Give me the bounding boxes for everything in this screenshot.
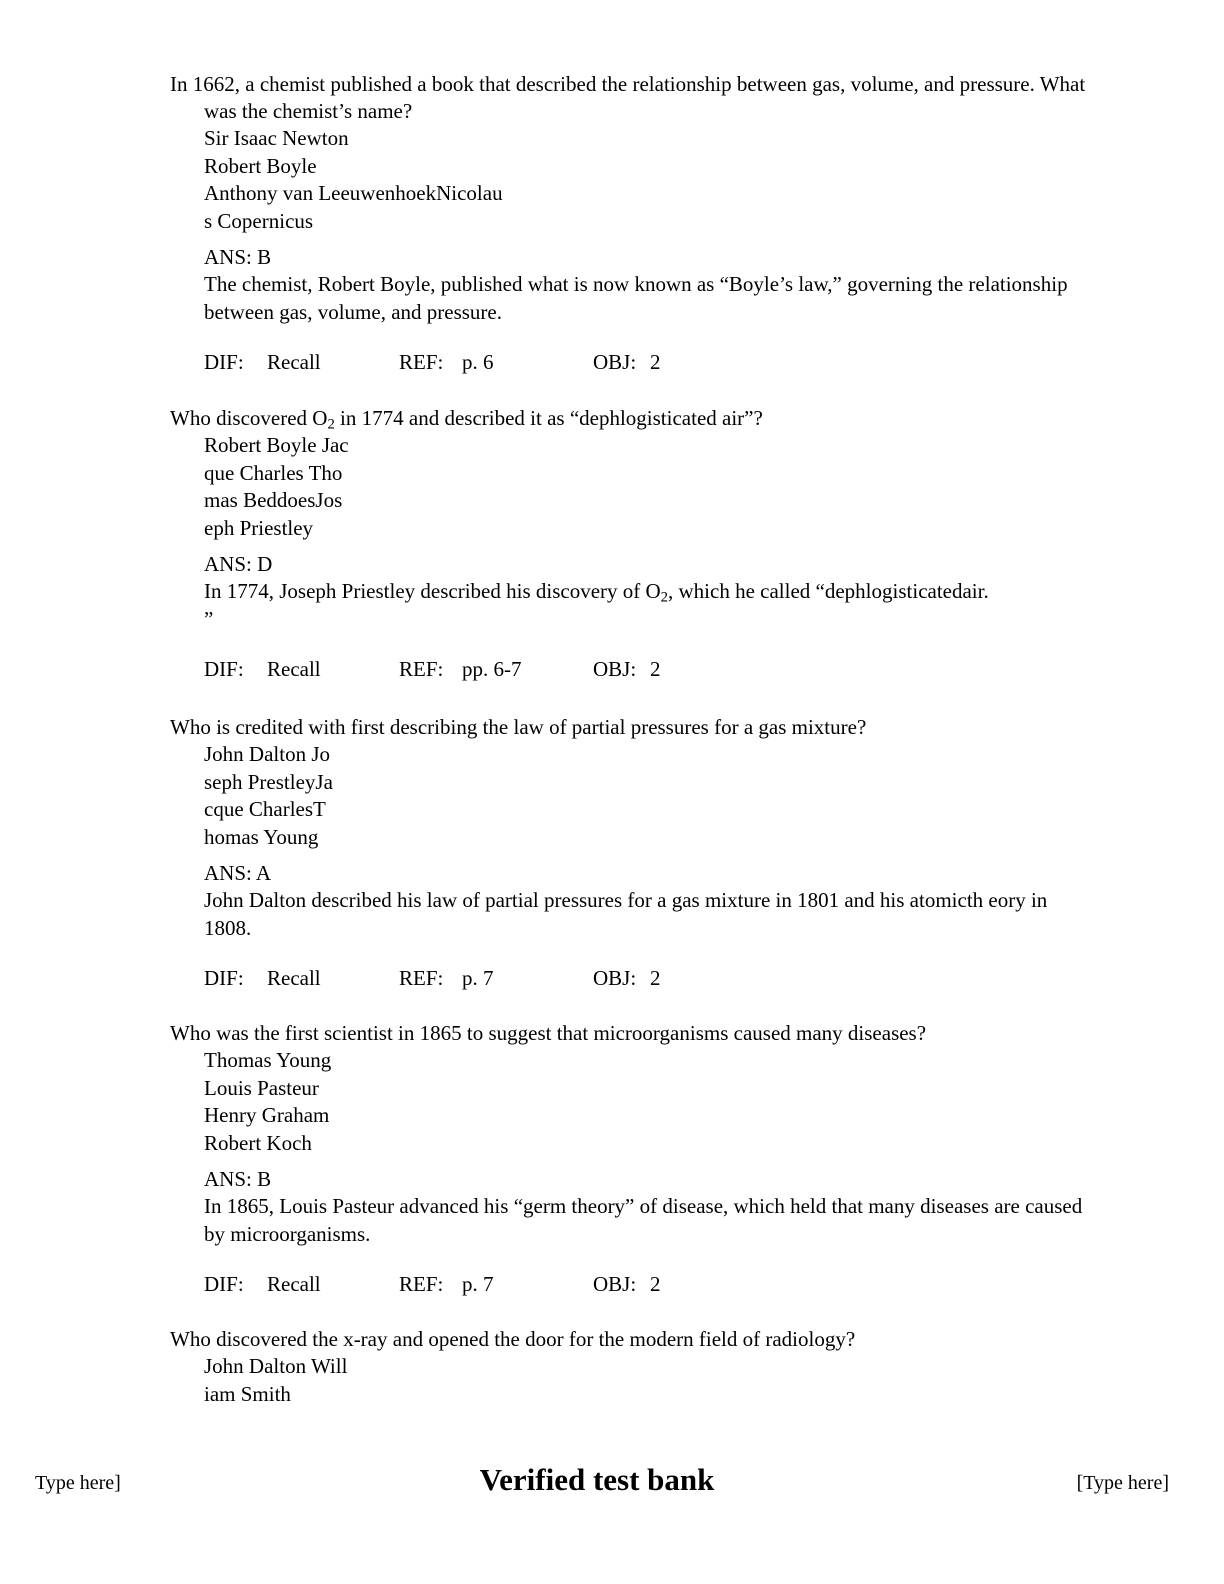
- ref-value: p. 7: [462, 966, 494, 990]
- explanation-part: , which he called “dephlogisticatedair.: [668, 579, 989, 603]
- dif-label: DIF:: [204, 1272, 244, 1296]
- ref-label: REF:: [399, 966, 444, 990]
- answer-option: cque CharlesT: [204, 797, 326, 821]
- answer-option: Sir Isaac Newton: [204, 126, 349, 150]
- answer-option: s Copernicus: [204, 208, 314, 233]
- page-footer: [0, 1462, 1224, 1502]
- dif-value: Recall: [267, 657, 321, 681]
- answer-option: John Dalton Will: [204, 1354, 348, 1378]
- question-text: Who discovered the x-ray and opened the door for the modern field of radiology?: [170, 1327, 856, 1351]
- answer-key: ANS: B: [204, 1167, 272, 1191]
- question-text-part: Who discovered O: [170, 406, 328, 430]
- answer-option: mas BeddoesJos: [204, 488, 343, 512]
- dif-value: Recall: [267, 350, 321, 374]
- answer-option: Robert Boyle Jac: [204, 433, 349, 457]
- footer-right-placeholder: [Type here]: [1076, 1472, 1169, 1494]
- ref-value: p. 6: [462, 350, 494, 374]
- question-item: [170, 71, 1090, 376]
- answer-explanation: In 1865, Louis Pasteur advanced his “germ theory” of disease, which held that many diseases are caused by microorganisms.: [204, 1194, 1083, 1246]
- dif-value: Recall: [267, 1272, 321, 1296]
- explanation-part: In 1774, Joseph Priestley described his discovery of O: [204, 579, 661, 603]
- question-item: [170, 1326, 1090, 1408]
- dif-label: DIF:: [204, 657, 244, 681]
- answer-option: seph PrestleyJa: [204, 769, 333, 794]
- question-text: In 1662, a chemist published a book that described the relationship between gas, volume, and pressure. What was the chemist’s name?: [170, 72, 1086, 123]
- answer-option: eph Priestley: [204, 515, 314, 540]
- question-text-part: in 1774 and described it as “dephlogisticated air”?: [334, 406, 763, 430]
- question-metadata: [204, 1271, 1090, 1298]
- explanation-part: ”: [204, 606, 214, 631]
- footer-title: Verified test bank: [479, 1462, 715, 1497]
- answer-key: ANS: A: [204, 861, 272, 885]
- obj-label: OBJ:: [593, 1272, 637, 1296]
- obj-value: 2: [650, 657, 661, 681]
- ref-value: p. 7: [462, 1272, 494, 1296]
- subscript: 2: [660, 589, 669, 606]
- answer-option: homas Young: [204, 824, 319, 849]
- answer-explanation: John Dalton described his law of partial pressures for a gas mixture in 1801 and his atomicth eory in 1808.: [204, 888, 1048, 940]
- answer-option: Thomas Young: [204, 1048, 332, 1072]
- answer-key: ANS: D: [204, 552, 273, 576]
- question-text: Who is credited with first describing the law of partial pressures for a gas mixture?: [170, 715, 867, 739]
- question-item: [170, 405, 1090, 683]
- obj-label: OBJ:: [593, 350, 637, 374]
- obj-value: 2: [650, 350, 661, 374]
- obj-value: 2: [650, 1272, 661, 1296]
- answer-option: Louis Pasteur: [204, 1075, 319, 1100]
- dif-label: DIF:: [204, 350, 244, 374]
- footer-left-placeholder: Type here]: [35, 1472, 121, 1494]
- answer-option: John Dalton Jo: [204, 742, 330, 766]
- answer-option: que Charles Tho: [204, 460, 343, 485]
- question-text: Who was the first scientist in 1865 to suggest that microorganisms caused many diseases?: [170, 1021, 927, 1045]
- ref-label: REF:: [399, 1272, 444, 1296]
- subscript: 2: [327, 416, 335, 433]
- ref-label: REF:: [399, 350, 444, 374]
- question-item: [170, 714, 1090, 992]
- question-metadata: [204, 965, 1090, 992]
- question-item: [170, 1020, 1090, 1298]
- question-metadata: [204, 349, 1090, 376]
- ref-label: REF:: [399, 657, 444, 681]
- question-metadata: [204, 656, 1090, 683]
- answer-option: Robert Koch: [204, 1130, 312, 1155]
- obj-label: OBJ:: [593, 657, 637, 681]
- answer-explanation: The chemist, Robert Boyle, published what is now known as “Boyle’s law,” governing the relationship between gas, volume, and pressure.: [204, 272, 1068, 324]
- ref-value: pp. 6-7: [462, 657, 522, 681]
- dif-value: Recall: [267, 966, 321, 990]
- obj-value: 2: [650, 966, 661, 990]
- answer-option: Anthony van LeeuwenhoekNicolau: [204, 181, 503, 205]
- obj-label: OBJ:: [593, 966, 637, 990]
- answer-explanation: [204, 578, 1090, 633]
- answer-option: Henry Graham: [204, 1103, 330, 1127]
- answer-option: Robert Boyle: [204, 153, 317, 178]
- answer-key: ANS: B: [204, 245, 272, 269]
- question-text: [170, 405, 1090, 432]
- answer-option: iam Smith: [204, 1381, 291, 1406]
- dif-label: DIF:: [204, 966, 244, 990]
